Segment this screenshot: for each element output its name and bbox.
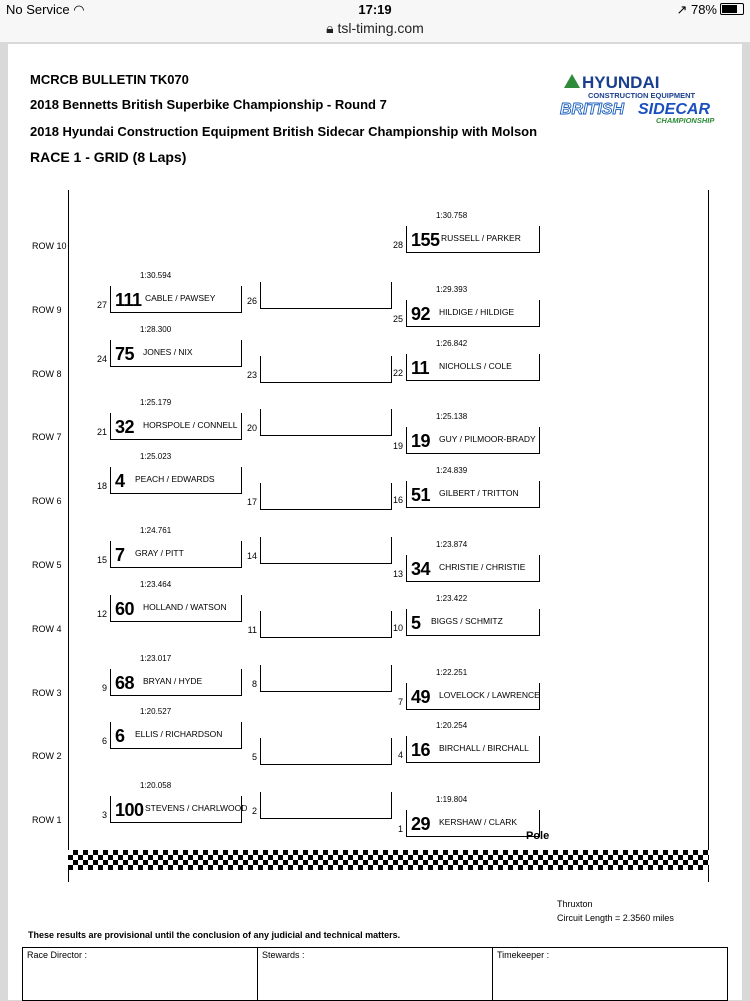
url-bar[interactable] [0, 20, 750, 42]
qualifying-time: 1:26.842 [436, 338, 468, 348]
crew-name: GRAY / PITT [135, 548, 184, 558]
timekeeper-box [492, 947, 728, 1001]
row-label: ROW 5 [32, 560, 62, 570]
circuit-name: Thruxton [557, 899, 593, 909]
grid-position: 19 [392, 441, 403, 452]
timekeeper-label: Timekeeper : [497, 950, 550, 960]
crew-name: KERSHAW / CLARK [439, 817, 518, 828]
grid-position: 17 [246, 497, 257, 508]
qualifying-time: 1:23.874 [436, 540, 468, 549]
crew-name: PEACH / EDWARDS [135, 474, 215, 485]
wifi-icon: ◠ [73, 2, 85, 17]
row-label: ROW 8 [32, 368, 62, 379]
car-number: 75 [115, 343, 135, 364]
grid-slot [110, 722, 242, 749]
row-label: ROW 1 [32, 815, 62, 826]
qualifying-time: 1:25.023 [140, 452, 172, 462]
car-number: 68 [115, 672, 135, 693]
row-label: ROW 3 [32, 687, 62, 698]
qualifying-time: 1:29.393 [436, 284, 468, 294]
qualifying-time: 1:22.251 [436, 667, 468, 677]
bulletin-page [8, 44, 742, 1000]
row-label: ROW 9 [32, 304, 62, 315]
grid-position: 27 [96, 299, 107, 310]
grid-position: 21 [96, 427, 107, 438]
crew-name: ELLIS / RICHARDSON [135, 729, 223, 740]
crew-name: LOVELOCK / LAWRENCE [439, 689, 540, 700]
grid-slot [110, 286, 242, 313]
grid-position: 7 [397, 696, 403, 707]
stewards-box [257, 947, 493, 1001]
grid-position: 22 [392, 367, 403, 378]
qualifying-time: 1:25.138 [436, 412, 468, 422]
row-label: ROW 4 [32, 623, 62, 634]
car-number: 111 [115, 289, 142, 310]
grid-position: 25 [392, 313, 403, 324]
crew-name: JONES / NIX [143, 346, 193, 357]
row-label: ROW 6 [32, 496, 62, 507]
grid-position: 3 [101, 810, 107, 821]
grid-slot [260, 738, 392, 765]
bulletin-number: MCRCB BULLETIN TK070 [30, 72, 189, 87]
championship-title: 2018 Bennetts British Superbike Championship - Round 7 [30, 97, 387, 112]
grid-position: 6 [101, 736, 107, 747]
grid-slot [406, 555, 540, 582]
grid-slot [110, 541, 242, 568]
grid-slot [110, 796, 248, 823]
crew-name: GUY / PILMOOR-BRADY [439, 434, 536, 445]
logo-title-sidecar: SIDECAR [638, 101, 711, 118]
car-number: 29 [411, 814, 431, 835]
hyundai-sidecar-logo [558, 72, 734, 126]
grid-position: 16 [392, 495, 403, 506]
grid-position: 28 [392, 240, 403, 250]
grid-slot [110, 413, 242, 440]
crew-name: CABLE / PAWSEY [145, 292, 216, 303]
grid-position: 8 [251, 678, 257, 689]
grid-slot [406, 736, 540, 763]
grid-position: 11 [247, 624, 257, 635]
logo-sub: CONSTRUCTION EQUIPMENT [588, 91, 696, 100]
crew-name: BIRCHALL / BIRCHALL [439, 743, 529, 754]
grid-slot [110, 595, 242, 622]
grid-slot [406, 683, 540, 710]
qualifying-time: 1:23.464 [140, 579, 172, 589]
grid-slot [260, 611, 392, 638]
grid-frame-left [68, 190, 69, 882]
car-number: 51 [411, 485, 431, 506]
qualifying-time: 1:24.839 [436, 466, 468, 476]
qualifying-time: 1:30.758 [436, 211, 468, 220]
grid-position: 2 [251, 806, 257, 817]
grid-position: 20 [246, 423, 257, 434]
car-number: 7 [115, 545, 125, 565]
crew-name: NICHOLLS / COLE [439, 360, 512, 371]
clock: 17:19 [358, 2, 392, 17]
crew-name: RUSSELL / PARKER [441, 233, 521, 243]
crew-name: STEVENS / CHARLWOOD [145, 803, 248, 814]
sidecar-title: 2018 Hyundai Construction Equipment British Sidecar Championship with Molson [30, 124, 538, 139]
row-label: ROW 7 [32, 432, 62, 443]
grid-slot [110, 467, 242, 494]
crew-name: BRYAN / HYDE [143, 675, 203, 686]
grid-position: 23 [246, 369, 257, 380]
crew-name: HOLLAND / WATSON [143, 601, 227, 612]
crew-name: CHRISTIE / CHRISTIE [439, 562, 526, 572]
grid-slot [260, 356, 392, 383]
qualifying-time: 1:20.058 [140, 781, 172, 791]
car-number: 155 [411, 230, 440, 250]
car-number: 16 [411, 740, 431, 761]
grid-position: 4 [397, 750, 403, 761]
circuit-length: Circuit Length = 2.3560 miles [557, 913, 674, 923]
carrier-label: No Service ◠ [6, 2, 85, 17]
grid-slot [406, 427, 540, 454]
qualifying-time: 1:28.300 [140, 324, 172, 334]
grid-position: 15 [96, 555, 107, 565]
grid-position: 13 [392, 569, 403, 579]
row-label: ROW 2 [32, 751, 62, 762]
stewards-label: Stewards : [262, 950, 305, 960]
row-label: ROW 10 [32, 241, 67, 251]
grid-position: 1 [397, 824, 403, 835]
grid-position: 24 [96, 353, 107, 364]
grid-slot [406, 810, 540, 837]
crew-name: BIGGS / SCHMITZ [431, 615, 503, 626]
chequered-flag-line [68, 850, 709, 870]
qualifying-time: 1:23.017 [140, 653, 172, 663]
location-icon: ↗ [676, 2, 688, 17]
qualifying-time: 1:20.527 [140, 707, 172, 717]
grid-slot [406, 300, 540, 327]
logo-title-championship: CHAMPIONSHIP [656, 116, 715, 125]
race-title: RACE 1 - GRID (8 Laps) [30, 149, 187, 165]
battery-indicator: ↗ 78% [676, 2, 744, 18]
car-number: 100 [115, 800, 144, 821]
car-number: 19 [411, 431, 431, 452]
grid-position: 26 [246, 295, 257, 306]
grid-slot [406, 481, 540, 508]
logo-triangle [564, 74, 580, 88]
car-number: 32 [115, 417, 135, 438]
race-director-label: Race Director : [27, 950, 88, 960]
status-bar [0, 0, 750, 20]
grid-position: 9 [101, 682, 107, 693]
grid-position: 12 [96, 608, 107, 619]
qualifying-time: 1:20.254 [436, 721, 468, 731]
grid-position: 10 [392, 622, 403, 633]
url-text: tsl-timing.com [337, 20, 424, 36]
grid-slot [406, 354, 540, 381]
race-director-box [22, 947, 258, 1001]
battery-icon [720, 3, 744, 15]
qualifying-time: 1:24.761 [140, 526, 172, 535]
grid-position: 5 [251, 752, 257, 763]
grid-slot [260, 665, 392, 692]
grid-position: 14 [246, 551, 257, 561]
car-number: 5 [411, 612, 421, 633]
pole-label: Pole [526, 830, 550, 842]
grid-slot [110, 669, 242, 696]
grid-slot [110, 340, 242, 367]
grid-slot [260, 483, 392, 510]
car-number: 4 [115, 471, 125, 492]
qualifying-time: 1:23.422 [436, 593, 468, 603]
grid-slot [260, 282, 392, 309]
car-number: 60 [115, 598, 135, 619]
car-number: 11 [411, 357, 430, 378]
grid-slot [406, 226, 540, 253]
car-number: 92 [411, 303, 431, 324]
car-number: 6 [115, 726, 125, 747]
grid-slot [406, 609, 540, 636]
grid-position: 18 [96, 481, 107, 492]
crew-name: GILBERT / TRITTON [439, 488, 519, 499]
qualifying-time: 1:30.594 [140, 270, 172, 280]
qualifying-time: 1:19.804 [436, 795, 468, 805]
provisional-disclaimer: These results are provisional until the conclusion of any judicial and technical matters. [28, 930, 401, 940]
car-number: 49 [411, 686, 431, 707]
car-number: 34 [411, 559, 431, 579]
logo-title-british: BRITISH [560, 101, 624, 118]
lock-icon: 🔒︎ [326, 20, 334, 36]
crew-name: HORSPOLE / CONNELL [143, 420, 238, 431]
grid-slot [260, 792, 392, 819]
grid-slot [260, 409, 392, 436]
qualifying-time: 1:25.179 [140, 398, 172, 408]
logo-brand: HYUNDAI [582, 73, 660, 92]
grid-frame-right [708, 190, 709, 882]
crew-name: HILDIGE / HILDIGE [439, 306, 515, 317]
grid-slot [260, 537, 392, 564]
